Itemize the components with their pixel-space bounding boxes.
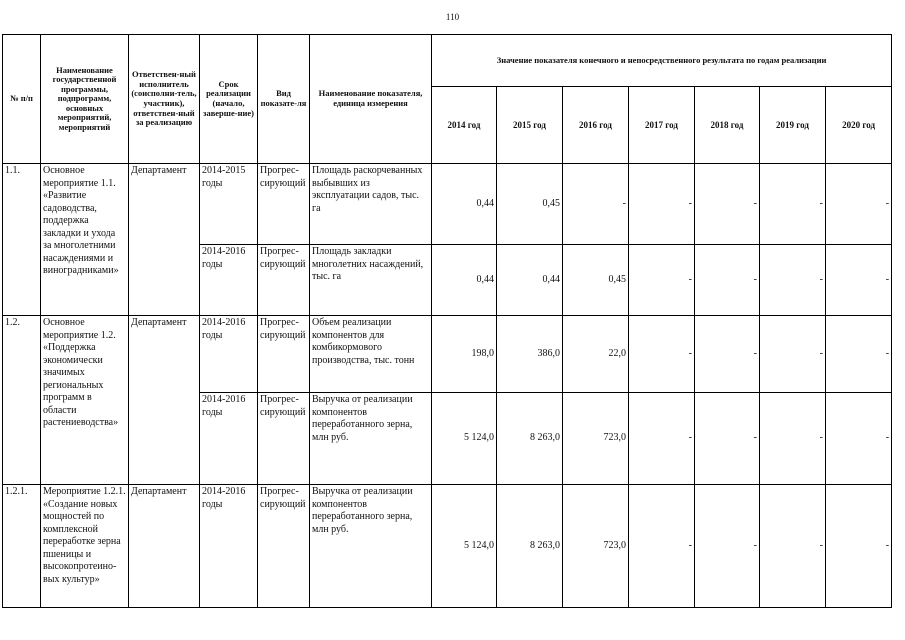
results-table (2, 34, 892, 608)
value-2015: 0,44 (497, 245, 563, 316)
row-type: Прогрес-сирующий (258, 245, 310, 316)
row-term: 2014-2016 годы (200, 245, 258, 316)
value-2016: 0,45 (563, 245, 629, 316)
value-2017: - (629, 316, 695, 393)
value-2014: 5 124,0 (432, 393, 497, 485)
row-indicator: Площадь раскорчеванных выбывших из эксплуатации садов, тыс. га (310, 164, 432, 245)
row-term: 2014-2016 годы (200, 485, 258, 608)
row-type: Прогрес-сирующий (258, 316, 310, 393)
value-2018: - (695, 393, 760, 485)
header-type: Вид показате-ля (258, 35, 310, 164)
value-2018: - (695, 164, 760, 245)
header-year-2016: 2016 год (563, 87, 629, 164)
row-indicator: Площадь закладки многолетних насаждений, тыс. га (310, 245, 432, 316)
header-term: Срок реализации (начало, заверше-ние) (200, 35, 258, 164)
row-name: Основное мероприятие 1.2. «Поддержка экономически значимых региональных программ в области растениеводства» (41, 316, 129, 485)
row-term: 2014-2015 годы (200, 164, 258, 245)
header-values-group: Значение показателя конечного и непосредственного результата по годам реализации (432, 35, 892, 87)
value-2014: 198,0 (432, 316, 497, 393)
header-year-2017: 2017 год (629, 87, 695, 164)
row-num: 1.1. (3, 164, 41, 316)
value-2019: - (760, 245, 826, 316)
table-row (3, 316, 892, 393)
header-responsible: Ответствен-ный исполнитель (соисполни-тель, участник), ответствен-ный за реализацию (129, 35, 200, 164)
header-name: Наименование государственной программы, подпрограмм, основных мероприятий, мероприятий (41, 35, 129, 164)
value-2020: - (826, 393, 892, 485)
value-2016: - (563, 164, 629, 245)
value-2014: 5 124,0 (432, 485, 497, 608)
row-num: 1.2. (3, 316, 41, 485)
value-2018: - (695, 245, 760, 316)
value-2020: - (826, 245, 892, 316)
header-year-2014: 2014 год (432, 87, 497, 164)
value-2016: 723,0 (563, 393, 629, 485)
row-name: Мероприятие 1.2.1. «Создание новых мощностей по комплексной переработке зерна пшеницы и высокопротеино-вых культур» (41, 485, 129, 608)
value-2020: - (826, 485, 892, 608)
row-indicator: Выручка от реализации компонентов переработанного зерна, млн руб. (310, 485, 432, 608)
row-responsible: Департамент (129, 316, 200, 485)
value-2019: - (760, 316, 826, 393)
header-num: № п/п (3, 35, 41, 164)
value-2017: - (629, 164, 695, 245)
value-2015: 0,45 (497, 164, 563, 245)
table-row (3, 164, 892, 245)
value-2019: - (760, 485, 826, 608)
row-indicator: Выручка от реализации компонентов переработанного зерна, млн руб. (310, 393, 432, 485)
value-2017: - (629, 393, 695, 485)
value-2016: 22,0 (563, 316, 629, 393)
value-2015: 386,0 (497, 316, 563, 393)
value-2018: - (695, 485, 760, 608)
header-year-2018: 2018 год (695, 87, 760, 164)
row-type: Прогрес-сирующий (258, 164, 310, 245)
value-2014: 0,44 (432, 164, 497, 245)
row-term: 2014-2016 годы (200, 393, 258, 485)
header-year-2020: 2020 год (826, 87, 892, 164)
value-2014: 0,44 (432, 245, 497, 316)
row-type: Прогрес-сирующий (258, 393, 310, 485)
header-indicator: Наименование показателя, единица измерения (310, 35, 432, 164)
row-type: Прогрес-сирующий (258, 485, 310, 608)
value-2017: - (629, 245, 695, 316)
value-2018: - (695, 316, 760, 393)
header-year-2019: 2019 год (760, 87, 826, 164)
value-2015: 8 263,0 (497, 393, 563, 485)
value-2019: - (760, 164, 826, 245)
value-2016: 723,0 (563, 485, 629, 608)
row-indicator: Объем реализации компонентов для комбикормового производства, тыс. тонн (310, 316, 432, 393)
value-2017: - (629, 485, 695, 608)
row-num: 1.2.1. (3, 485, 41, 608)
header-year-2015: 2015 год (497, 87, 563, 164)
page-number: 110 (445, 12, 460, 22)
value-2020: - (826, 164, 892, 245)
row-responsible: Департамент (129, 485, 200, 608)
row-responsible: Департамент (129, 164, 200, 316)
row-name: Основное мероприятие 1.1. «Развитие садоводства, поддержка закладки и ухода за многолетними насаждениями и виноградниками» (41, 164, 129, 316)
table-row (3, 485, 892, 608)
row-term: 2014-2016 годы (200, 316, 258, 393)
value-2019: - (760, 393, 826, 485)
value-2020: - (826, 316, 892, 393)
value-2015: 8 263,0 (497, 485, 563, 608)
